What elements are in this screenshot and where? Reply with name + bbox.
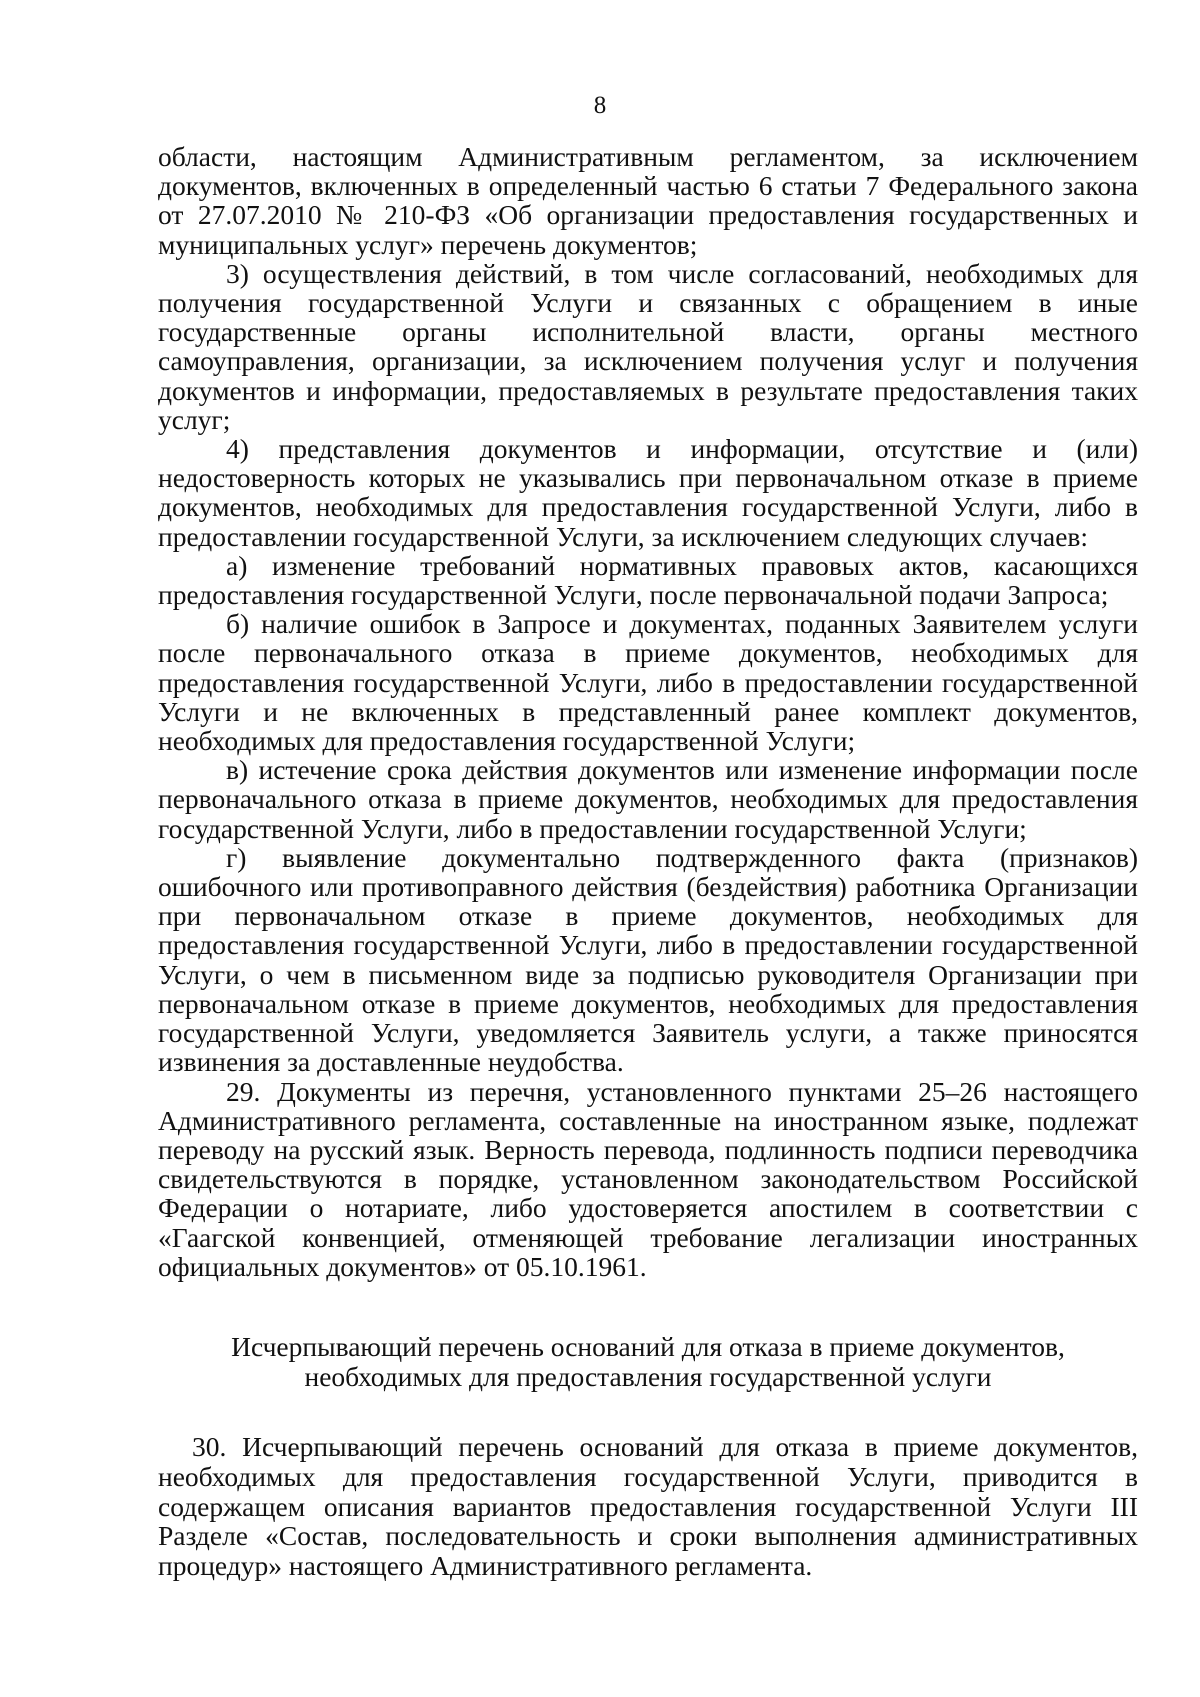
paragraph-subitem-g: г) выявление документально подтвержденного факта (признаков) ошибочного или противоправного действия (бездействия) работника Организации при первоначальном отказе в приеме документов, необходимых для предоставления государственной Услуги, либо в предоставлении государственной Услуги, о чем в письменном виде за подписью руководителя Организации при первоначальном отказе в приеме документов, необходимых для предоставления государственной Услуги, уведомляется Заявитель услуги, а также приносятся извинения за доставленные неудобства. <box>158 841 1138 1078</box>
section-heading-line-2: необходимых для предоставления государственной услуги <box>304 1360 992 1392</box>
paragraph-subitem-v: в) истечение срока действия документов или изменение информации после первоначального отказа в приеме документов, необходимых для предоставления государственной Услуги, либо в предоставлении государственной Услуги; <box>158 754 1138 844</box>
paragraph-29: 29. Документы из перечня, установленного пунктами 25–26 настоящего Административного регламента, составленные на иностранном языке, подлежат переводу на русский язык. Верность перевода, подлинность подписи переводчика свидетельствуются в порядке, установленном законодательством Российской Федерации о нотариате, либо удостоверяется апостилем в соответствии с «Гаагской конвенцией, отменяющей требование легализации иностранных официальных документов» от 05.10.1961. <box>158 1075 1138 1282</box>
paragraph-item-4: 4) представления документов и информации, отсутствие и (или) недостоверность которых не указывались при первоначальном отказе в приеме документов, необходимых для предоставления государственной Услуги, либо в предоставлении государственной Услуги, за исключением следующих случаев: <box>158 433 1138 552</box>
section-heading <box>158 1332 1138 1391</box>
document-body <box>158 142 1138 1281</box>
paragraph-item-3: 3) осуществления действий, в том числе согласований, необходимых для получения государственной Услуги и связанных с обращением в иные государственные органы исполнительной власти, органы местного самоуправления, организации, за исключением получения услуг и получения документов и информации, предоставляемых в результате предоставления таких услуг; <box>158 257 1138 435</box>
paragraph-subitem-b: б) наличие ошибок в Запросе и документах, поданных Заявителем услуги после первоначального отказа в приеме документов, необходимых для предоставления государственной Услуги, либо в предоставлении государственной Услуги и не включенных в представленный ранее комплект документов, необходимых для предоставления государственной Услуги; <box>158 608 1138 757</box>
paragraph-continuation: области, настоящим Административным регламентом, за исключением документов, включенных в определенный частью 6 статьи 7 Федерального закона от 27.07.2010 № 210-ФЗ «Об организации предоставления государственных и муниципальных услуг» перечень документов; <box>158 141 1138 260</box>
paragraph-30: 30. Исчерпывающий перечень оснований для отказа в приеме документов, необходимых для предоставления государственной Услуги, приводится в содержащем описания вариантов предоставления государственной Услуги III Разделе «Состав, последовательность и сроки выполнения административных процедур» настоящего Административного регламента. <box>158 1431 1138 1582</box>
paragraph-subitem-a: а) изменение требований нормативных правовых актов, касающихся предоставления государственной Услуги, после первоначальной подачи Запроса; <box>158 549 1138 611</box>
document-body-final <box>158 1432 1138 1581</box>
section-heading-line-1: Исчерпывающий перечень оснований для отказа в приеме документов, <box>231 1331 1065 1362</box>
page-number: 8 <box>593 92 607 119</box>
